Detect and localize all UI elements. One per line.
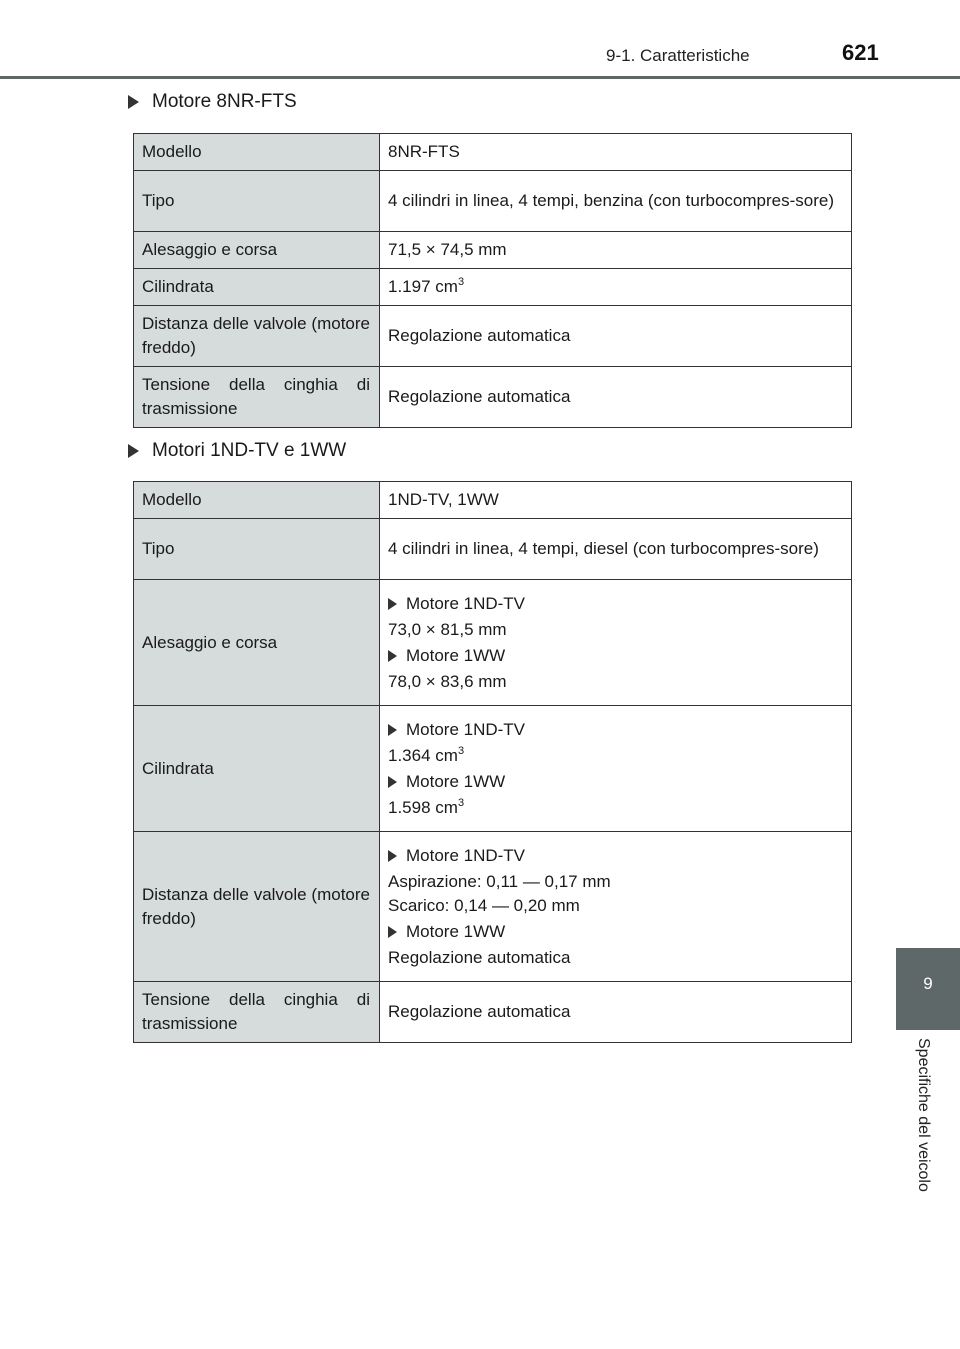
triangle-bullet-icon: [388, 724, 397, 736]
row-key: Tipo: [134, 171, 380, 232]
engine-label: [388, 770, 841, 794]
row-value: 4 cilindri in linea, 4 tempi, diesel (con turbocompres-sore): [380, 519, 852, 580]
row-value: 8NR-FTS: [380, 134, 852, 171]
table-row: [134, 269, 852, 306]
section-title-text: Motore 8NR-FTS: [152, 91, 297, 112]
table-row: [134, 232, 852, 269]
engine-name: Motore 1ND-TV: [406, 593, 526, 613]
chapter-label: Specifiche del veicolo: [915, 1038, 932, 1192]
engine-name: Motore 1WW: [406, 645, 506, 665]
page-header: [0, 0, 960, 80]
table-row: [134, 367, 852, 428]
chapter-number: 9: [923, 974, 933, 993]
table-row: [134, 580, 852, 706]
row-value-cell: [380, 580, 852, 706]
spec-table-8nr-fts: [133, 133, 852, 428]
superscript: 3: [457, 276, 465, 288]
chapter-tab: [896, 948, 960, 1030]
triangle-bullet-icon: [388, 776, 397, 788]
row-key: Cilindrata: [134, 706, 380, 832]
triangle-bullet-icon: [388, 650, 397, 662]
engine-label: [388, 920, 841, 944]
row-key: Distanza delle valvole (motore freddo): [134, 832, 380, 982]
row-key: Modello: [134, 134, 380, 171]
engine-label: [388, 644, 841, 668]
engine-value-wrap: [388, 796, 841, 820]
row-key: Distanza delle valvole (motore freddo): [134, 306, 380, 367]
engine-label: [388, 718, 841, 742]
section-title-8nr-fts: [128, 91, 297, 113]
row-key: Tensione della cinghia di trasmissione: [134, 367, 380, 428]
engine-label: [388, 592, 841, 616]
engine-name: Motore 1WW: [406, 921, 506, 941]
exhaust-clearance: Scarico: 0,14 — 0,20 mm: [388, 895, 580, 915]
superscript: 3: [457, 744, 465, 757]
row-value: Regolazione automatica: [380, 306, 852, 367]
row-value-cell: [380, 269, 852, 306]
row-value: Regolazione automatica: [380, 367, 852, 428]
engine-value: 1.598 cm: [388, 797, 458, 817]
row-key: Cilindrata: [134, 269, 380, 306]
triangle-bullet-icon: [388, 850, 397, 862]
row-key: Alesaggio e corsa: [134, 232, 380, 269]
row-value: Regolazione automatica: [380, 982, 852, 1043]
row-value: 1.197 cm: [388, 277, 458, 296]
engine-name: Motore 1ND-TV: [406, 719, 526, 739]
row-value: 1ND-TV, 1WW: [380, 482, 852, 519]
row-key: Alesaggio e corsa: [134, 580, 380, 706]
row-value: 4 cilindri in linea, 4 tempi, benzina (con turbocompres-sore): [380, 171, 852, 232]
table-row: [134, 482, 852, 519]
table-row: [134, 832, 852, 982]
table-row: [134, 982, 852, 1043]
superscript: 3: [457, 796, 465, 809]
engine-name: Motore 1ND-TV: [406, 845, 526, 865]
row-value-cell: [380, 832, 852, 982]
triangle-bullet-icon: [128, 95, 139, 109]
row-key: Tipo: [134, 519, 380, 580]
engine-value-wrap: [388, 744, 841, 768]
table-row: [134, 706, 852, 832]
engine-value: 1.364 cm: [388, 745, 458, 765]
triangle-bullet-icon: [388, 926, 397, 938]
engine-value: 78,0 × 83,6 mm: [388, 671, 507, 691]
triangle-bullet-icon: [388, 598, 397, 610]
section-heading: 9-1. Caratteristiche: [606, 46, 750, 65]
engine-name: Motore 1WW: [406, 771, 506, 791]
row-key: Modello: [134, 482, 380, 519]
page-number: 621: [842, 40, 879, 65]
spec-table-1nd-tv-1ww: [133, 481, 852, 1043]
table-row: [134, 171, 852, 232]
header-divider: [0, 76, 960, 79]
intake-clearance: Aspirazione: 0,11 — 0,17 mm: [388, 871, 611, 891]
table-row: [134, 519, 852, 580]
chapter-label-container: [914, 1038, 934, 1216]
table-row: [134, 134, 852, 171]
engine-value: Regolazione automatica: [388, 947, 571, 967]
row-value: 71,5 × 74,5 mm: [380, 232, 852, 269]
row-value-cell: [380, 706, 852, 832]
row-key: Tensione della cinghia di trasmissione: [134, 982, 380, 1043]
section-title-text: Motori 1ND-TV e 1WW: [152, 440, 347, 461]
section-title-1nd-tv-1ww: [128, 440, 346, 462]
engine-value: 73,0 × 81,5 mm: [388, 619, 507, 639]
triangle-bullet-icon: [128, 444, 139, 458]
table-row: [134, 306, 852, 367]
engine-label: [388, 844, 841, 868]
